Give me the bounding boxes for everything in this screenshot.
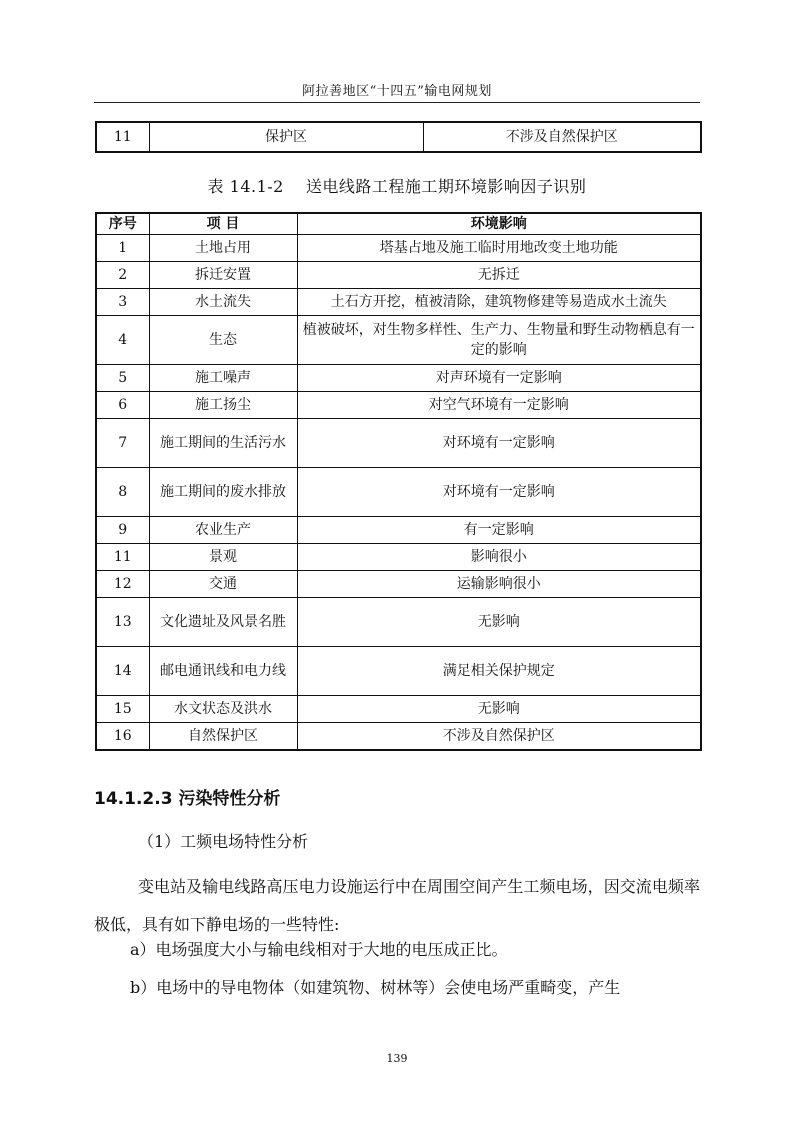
row-item: 农业生产	[149, 517, 297, 544]
row-impact: 有一定影响	[297, 517, 701, 544]
header-no: 序号	[96, 213, 149, 235]
row-item: 施工期间的废水排放	[149, 468, 297, 517]
row-impact: 无影响	[297, 598, 701, 647]
table-row	[96, 723, 701, 751]
row-impact: 不涉及自然保护区	[297, 723, 701, 751]
subheading: （1）工频电场特性分析	[138, 832, 309, 851]
row-item: 土地占用	[149, 235, 297, 262]
page-number: 139	[386, 1052, 408, 1065]
row-impact: 不涉及自然保护区	[423, 122, 701, 152]
row-impact: 塔基占地及施工临时用地改变土地功能	[297, 235, 701, 262]
row-number: 16	[96, 723, 149, 751]
row-impact: 无拆迁	[297, 262, 701, 289]
row-item: 自然保护区	[149, 723, 297, 751]
row-number: 13	[96, 598, 149, 647]
table-row	[96, 235, 701, 262]
row-number: 6	[96, 392, 149, 419]
list-item-a: a）电场强度大小与输电线相对于大地的电压成正比。	[130, 940, 508, 959]
impact-table	[95, 212, 702, 751]
table-row	[96, 419, 701, 468]
table-row	[96, 647, 701, 696]
continued-table	[95, 121, 702, 153]
table-row	[96, 468, 701, 517]
row-number: 7	[96, 419, 149, 468]
table-caption: 表 14.1-2 送电线路工程施工期环境影响因子识别	[207, 177, 587, 196]
row-number: 8	[96, 468, 149, 517]
row-item: 邮电通讯线和电力线	[149, 647, 297, 696]
section-heading: 14.1.2.3 污染特性分析	[94, 789, 281, 809]
table-row	[96, 316, 701, 365]
table-row	[96, 544, 701, 571]
row-number: 11	[96, 122, 149, 152]
header-impact: 环境影响	[297, 213, 701, 235]
row-item: 水文状态及洪水	[149, 696, 297, 723]
row-number: 1	[96, 235, 149, 262]
row-item: 保护区	[149, 122, 423, 152]
table-row	[96, 122, 701, 152]
row-item: 交通	[149, 571, 297, 598]
header-divider	[94, 102, 700, 103]
row-item: 景观	[149, 544, 297, 571]
row-item: 生态	[149, 316, 297, 365]
row-number: 9	[96, 517, 149, 544]
body-paragraph: 变电站及输电线路高压电力设施运行中在周围空间产生工频电场，因交流电频率极低，具有如下静电场的一些特性:	[94, 877, 700, 934]
row-number: 11	[96, 544, 149, 571]
table-row	[96, 696, 701, 723]
row-item: 施工噪声	[149, 365, 297, 392]
row-item: 施工扬尘	[149, 392, 297, 419]
table-row	[96, 289, 701, 316]
row-item: 施工期间的生活污水	[149, 419, 297, 468]
row-number: 4	[96, 316, 149, 365]
table-row	[96, 365, 701, 392]
row-impact: 土石方开挖，植被清除，建筑物修建等易造成水土流失	[297, 289, 701, 316]
row-impact: 影响很小	[297, 544, 701, 571]
row-impact: 对环境有一定影响	[297, 419, 701, 468]
row-impact: 对环境有一定影响	[297, 468, 701, 517]
table-row	[96, 517, 701, 544]
table-row	[96, 598, 701, 647]
row-number: 2	[96, 262, 149, 289]
page-header: 阿拉善地区“十四五”输电网规划	[302, 84, 492, 99]
table-row	[96, 392, 701, 419]
row-impact: 运输影响很小	[297, 571, 701, 598]
header-item: 项 目	[149, 213, 297, 235]
row-number: 12	[96, 571, 149, 598]
row-impact: 对声环境有一定影响	[297, 365, 701, 392]
row-impact: 对空气环境有一定影响	[297, 392, 701, 419]
table-row	[96, 571, 701, 598]
row-number: 14	[96, 647, 149, 696]
row-item: 文化遗址及风景名胜	[149, 598, 297, 647]
row-number: 5	[96, 365, 149, 392]
list-item-b: b）电场中的导电物体（如建筑物、树林等）会使电场严重畸变，产生	[130, 978, 621, 997]
row-impact: 植被破坏，对生物多样性、生产力、生物量和野生动物栖息有一定的影响	[297, 316, 701, 365]
row-item: 水土流失	[149, 289, 297, 316]
row-number: 15	[96, 696, 149, 723]
row-impact: 满足相关保护规定	[297, 647, 701, 696]
row-impact: 无影响	[297, 696, 701, 723]
row-item: 拆迁安置	[149, 262, 297, 289]
table-row	[96, 262, 701, 289]
row-number: 3	[96, 289, 149, 316]
table-header-row	[96, 213, 701, 235]
